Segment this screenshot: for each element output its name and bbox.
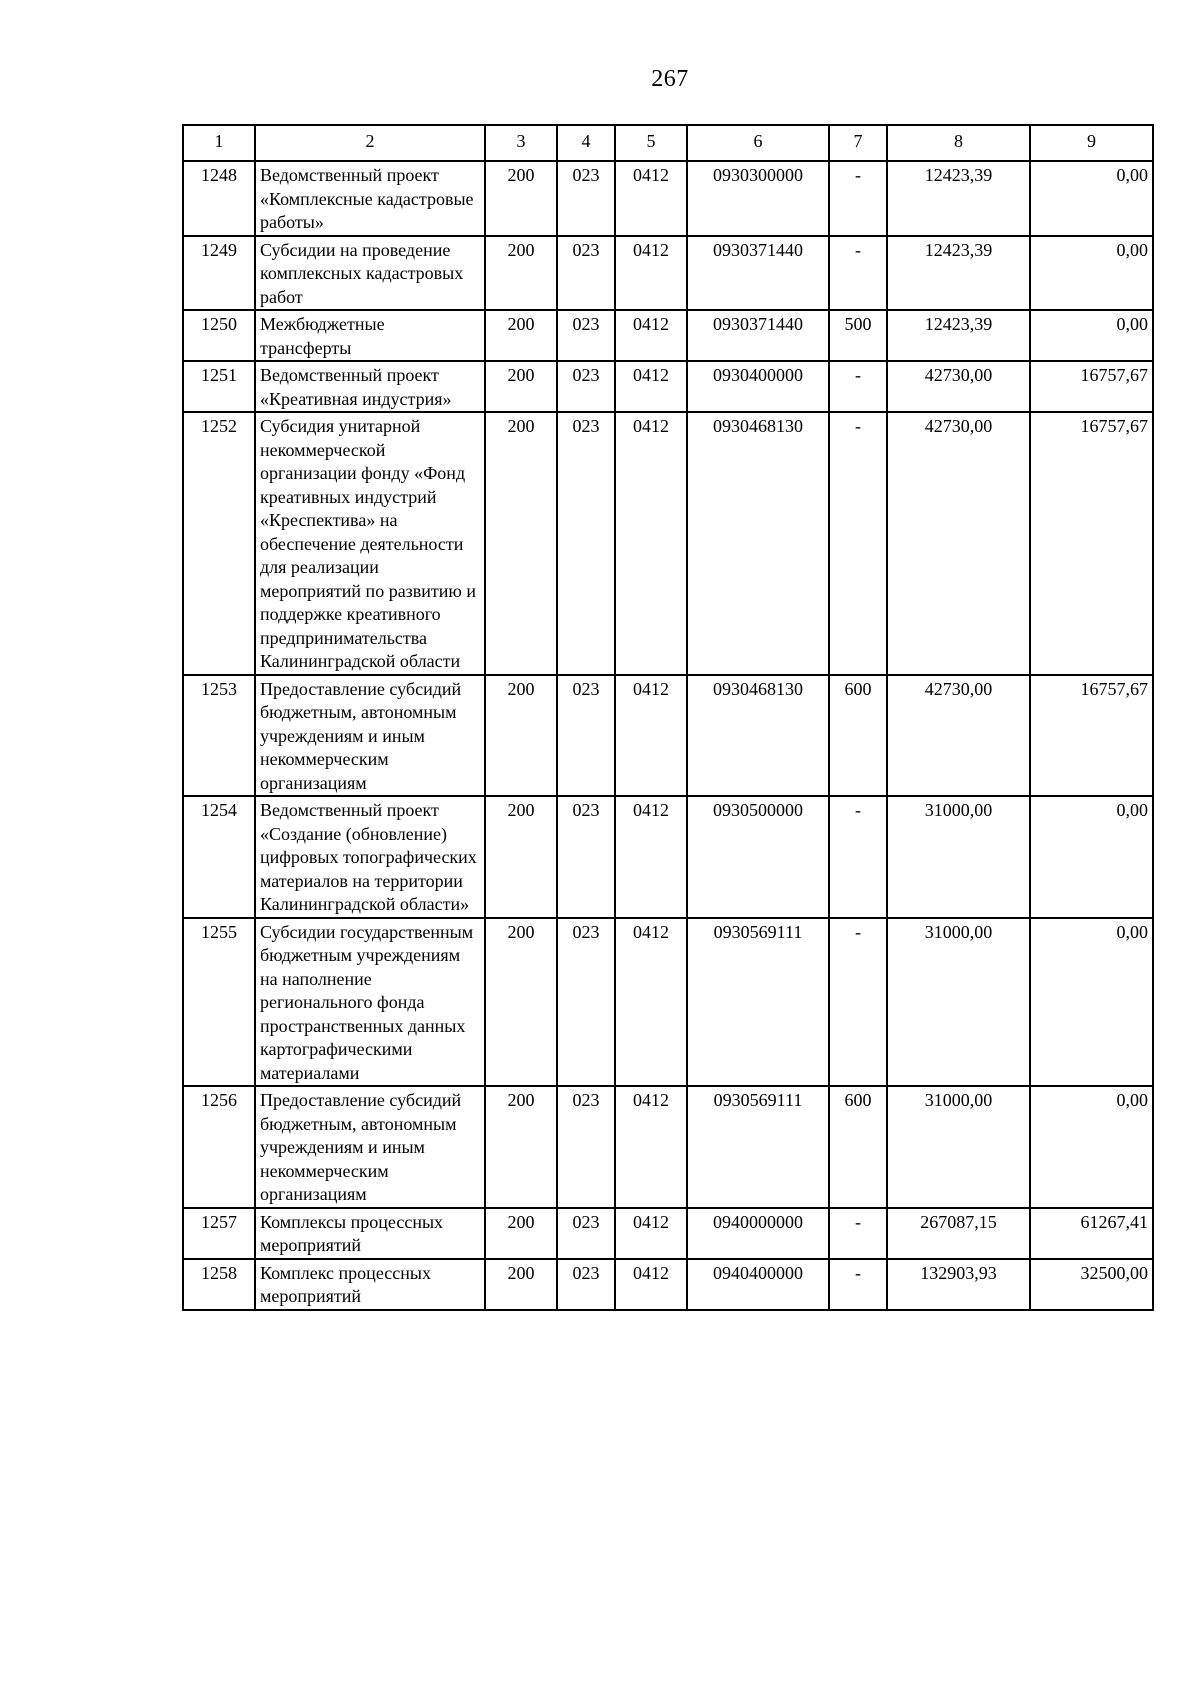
cell-col4: 023 (557, 1208, 615, 1259)
cell-col3: 200 (485, 1259, 557, 1310)
cell-col5: 0412 (615, 412, 687, 675)
cell-col6: 0940000000 (687, 1208, 829, 1259)
cell-col8: 267087,15 (887, 1208, 1030, 1259)
cell-col3: 200 (485, 310, 557, 361)
cell-col9: 0,00 (1030, 796, 1153, 918)
cell-col3: 200 (485, 361, 557, 412)
col-header: 2 (255, 125, 485, 161)
row-number: 1249 (183, 236, 255, 311)
table-row (183, 361, 1153, 412)
cell-col4: 023 (557, 412, 615, 675)
row-name: Субсидии на проведение комплексных кадастровых работ (255, 236, 485, 311)
cell-col9: 0,00 (1030, 1086, 1153, 1208)
cell-col8: 31000,00 (887, 796, 1030, 918)
col-header: 9 (1030, 125, 1153, 161)
col-header: 4 (557, 125, 615, 161)
cell-col7: - (829, 161, 887, 236)
cell-col9: 16757,67 (1030, 675, 1153, 797)
cell-col8: 42730,00 (887, 361, 1030, 412)
cell-col9: 0,00 (1030, 161, 1153, 236)
row-name: Межбюджетные трансферты (255, 310, 485, 361)
cell-col5: 0412 (615, 1086, 687, 1208)
cell-col3: 200 (485, 161, 557, 236)
cell-col8: 31000,00 (887, 918, 1030, 1087)
cell-col4: 023 (557, 236, 615, 311)
table-row (183, 161, 1153, 236)
cell-col6: 0930371440 (687, 236, 829, 311)
cell-col5: 0412 (615, 236, 687, 311)
cell-col4: 023 (557, 796, 615, 918)
col-header: 1 (183, 125, 255, 161)
col-header: 8 (887, 125, 1030, 161)
col-header: 3 (485, 125, 557, 161)
col-header: 5 (615, 125, 687, 161)
row-name: Ведомственный проект «Креативная индустрия» (255, 361, 485, 412)
row-number: 1257 (183, 1208, 255, 1259)
table-row (183, 1086, 1153, 1208)
table-row (183, 236, 1153, 311)
cell-col7: - (829, 361, 887, 412)
row-name: Комплекс процессных мероприятий (255, 1259, 485, 1310)
cell-col4: 023 (557, 1086, 615, 1208)
cell-col5: 0412 (615, 918, 687, 1087)
cell-col4: 023 (557, 918, 615, 1087)
cell-col8: 42730,00 (887, 412, 1030, 675)
row-name: Субсидия унитарной некоммерческой организации фонду «Фонд креативных индустрий «Креспектива» на обеспечение деятельности для реализации мероприятий по развитию и поддержке креативного предпринимательства Калининградской области (255, 412, 485, 675)
table-row (183, 310, 1153, 361)
table-row (183, 412, 1153, 675)
cell-col3: 200 (485, 918, 557, 1087)
cell-col6: 0930468130 (687, 675, 829, 797)
row-name: Предоставление субсидий бюджетным, автономным учреждениям и иным некоммерческим организациям (255, 1086, 485, 1208)
cell-col9: 0,00 (1030, 310, 1153, 361)
row-name: Ведомственный проект «Комплексные кадастровые работы» (255, 161, 485, 236)
cell-col8: 12423,39 (887, 310, 1030, 361)
cell-col7: - (829, 1208, 887, 1259)
row-number: 1253 (183, 675, 255, 797)
header-row (183, 125, 1153, 161)
cell-col6: 0930500000 (687, 796, 829, 918)
cell-col7: 600 (829, 675, 887, 797)
cell-col7: - (829, 236, 887, 311)
cell-col5: 0412 (615, 796, 687, 918)
cell-col3: 200 (485, 236, 557, 311)
cell-col7: - (829, 918, 887, 1087)
cell-col7: 600 (829, 1086, 887, 1208)
cell-col4: 023 (557, 361, 615, 412)
row-number: 1256 (183, 1086, 255, 1208)
cell-col5: 0412 (615, 361, 687, 412)
cell-col3: 200 (485, 675, 557, 797)
cell-col3: 200 (485, 1208, 557, 1259)
row-name: Ведомственный проект «Создание (обновление) цифровых топографических материалов на территории Калининградской области» (255, 796, 485, 918)
table-row (183, 918, 1153, 1087)
cell-col6: 0930371440 (687, 310, 829, 361)
col-header: 6 (687, 125, 829, 161)
row-name: Субсидии государственным бюджетным учреждениям на наполнение регионального фонда пространственных данных картографическими материалами (255, 918, 485, 1087)
cell-col6: 0930569111 (687, 918, 829, 1087)
row-number: 1250 (183, 310, 255, 361)
table-row (183, 675, 1153, 797)
cell-col8: 132903,93 (887, 1259, 1030, 1310)
cell-col5: 0412 (615, 675, 687, 797)
cell-col7: - (829, 796, 887, 918)
cell-col3: 200 (485, 1086, 557, 1208)
cell-col9: 32500,00 (1030, 1259, 1153, 1310)
cell-col8: 12423,39 (887, 161, 1030, 236)
budget-table (182, 124, 1154, 1311)
row-name: Комплексы процессных мероприятий (255, 1208, 485, 1259)
cell-col6: 0930569111 (687, 1086, 829, 1208)
cell-col6: 0930300000 (687, 161, 829, 236)
cell-col5: 0412 (615, 310, 687, 361)
cell-col3: 200 (485, 796, 557, 918)
row-number: 1251 (183, 361, 255, 412)
cell-col9: 0,00 (1030, 236, 1153, 311)
row-number: 1248 (183, 161, 255, 236)
cell-col4: 023 (557, 1259, 615, 1310)
cell-col8: 12423,39 (887, 236, 1030, 311)
cell-col4: 023 (557, 675, 615, 797)
table-row (183, 1208, 1153, 1259)
cell-col7: - (829, 412, 887, 675)
row-number: 1252 (183, 412, 255, 675)
cell-col9: 0,00 (1030, 918, 1153, 1087)
row-number: 1258 (183, 1259, 255, 1310)
cell-col5: 0412 (615, 1208, 687, 1259)
cell-col9: 16757,67 (1030, 361, 1153, 412)
row-number: 1254 (183, 796, 255, 918)
cell-col7: - (829, 1259, 887, 1310)
cell-col7: 500 (829, 310, 887, 361)
cell-col4: 023 (557, 161, 615, 236)
row-number: 1255 (183, 918, 255, 1087)
cell-col3: 200 (485, 412, 557, 675)
cell-col5: 0412 (615, 1259, 687, 1310)
cell-col8: 42730,00 (887, 675, 1030, 797)
page-number: 267 (651, 66, 689, 92)
cell-col6: 0930468130 (687, 412, 829, 675)
cell-col4: 023 (557, 310, 615, 361)
cell-col9: 16757,67 (1030, 412, 1153, 675)
table-row (183, 1259, 1153, 1310)
cell-col9: 61267,41 (1030, 1208, 1153, 1259)
cell-col8: 31000,00 (887, 1086, 1030, 1208)
table-row (183, 796, 1153, 918)
cell-col6: 0930400000 (687, 361, 829, 412)
cell-col6: 0940400000 (687, 1259, 829, 1310)
col-header: 7 (829, 125, 887, 161)
row-name: Предоставление субсидий бюджетным, автономным учреждениям и иным некоммерческим организациям (255, 675, 485, 797)
cell-col5: 0412 (615, 161, 687, 236)
